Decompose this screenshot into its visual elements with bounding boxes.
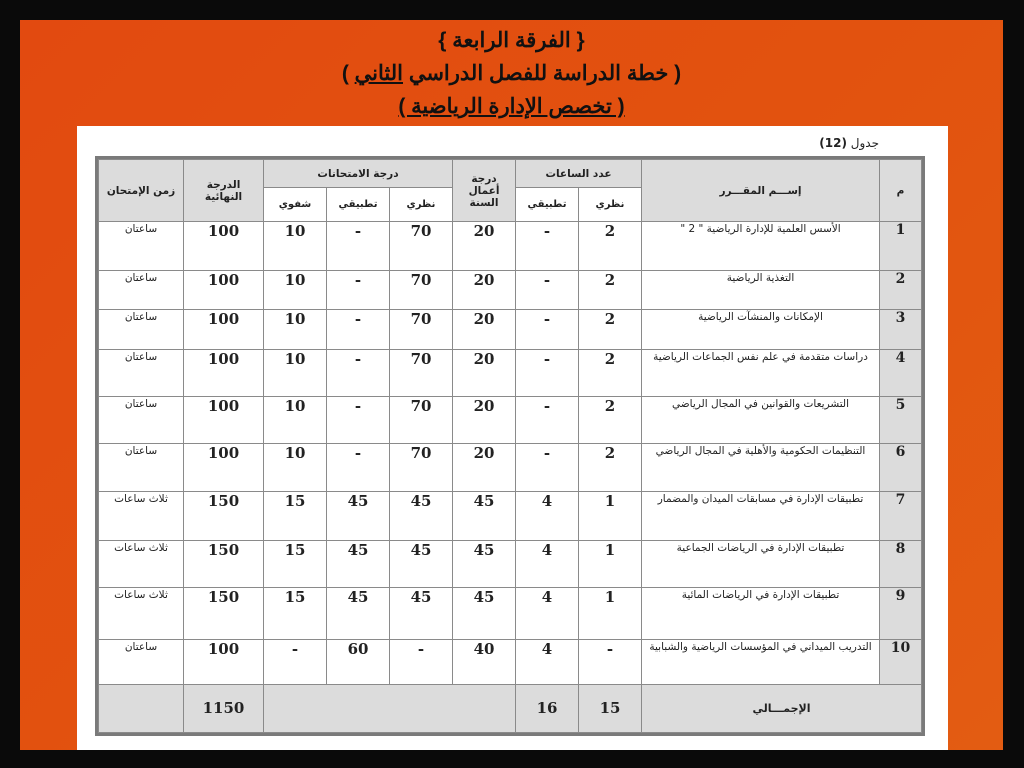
header-exam-theory: نظري — [390, 188, 453, 222]
table-row — [99, 222, 922, 271]
table-row — [99, 349, 922, 396]
row-exam-theory: 45 — [390, 491, 453, 540]
totals-final-grade: 1150 — [184, 685, 264, 733]
row-exam-oral: 10 — [264, 396, 327, 443]
row-hours-practical: 4 — [516, 639, 579, 684]
row-hours-theory: 2 — [579, 349, 642, 396]
slide-titles — [20, 24, 1003, 123]
row-year-work: 45 — [453, 540, 516, 587]
row-hours-theory: 1 — [579, 540, 642, 587]
totals-row — [99, 685, 922, 733]
table-row — [99, 271, 922, 310]
totals-blank — [264, 685, 516, 733]
row-year-work: 20 — [453, 444, 516, 491]
row-hours-practical: - — [516, 271, 579, 310]
row-course-name: التنظيمات الحكومية والأهلية في المجال الرياضي — [642, 444, 880, 491]
row-year-work: 45 — [453, 491, 516, 540]
row-exam-practical: - — [327, 444, 390, 491]
totals-exam-time-blank — [99, 685, 184, 733]
table-caption-number: (12) — [819, 136, 847, 150]
row-exam-practical: 45 — [327, 540, 390, 587]
header-exam-oral: شفوي — [264, 188, 327, 222]
row-year-work: 20 — [453, 396, 516, 443]
row-final-grade: 100 — [184, 639, 264, 684]
row-exam-oral: 10 — [264, 349, 327, 396]
row-exam-time: ساعتان — [99, 444, 184, 491]
row-exam-theory: 70 — [390, 349, 453, 396]
row-exam-theory: 70 — [390, 396, 453, 443]
row-exam-oral: 15 — [264, 588, 327, 639]
row-index: 3 — [880, 310, 922, 349]
row-course-name: دراسات متقدمة في علم نفس الجماعات الرياضية — [642, 349, 880, 396]
title-specialization: ( تخصص الإدارة الرياضية ) — [398, 95, 625, 118]
row-hours-theory: 2 — [579, 271, 642, 310]
row-exam-time: ساعتان — [99, 271, 184, 310]
row-final-grade: 150 — [184, 540, 264, 587]
row-exam-oral: - — [264, 639, 327, 684]
title-plan-semester: الثاني — [354, 62, 403, 85]
row-hours-practical: - — [516, 222, 579, 271]
table-row — [99, 588, 922, 639]
row-exam-time: ساعتان — [99, 639, 184, 684]
row-exam-practical: - — [327, 396, 390, 443]
row-hours-theory: 2 — [579, 222, 642, 271]
row-hours-practical: - — [516, 444, 579, 491]
row-exam-practical: 45 — [327, 491, 390, 540]
table-row — [99, 540, 922, 587]
row-course-name: تطبيقات الإدارة في الرياضات الجماعية — [642, 540, 880, 587]
row-exam-theory: 70 — [390, 222, 453, 271]
row-year-work: 40 — [453, 639, 516, 684]
row-index: 5 — [880, 396, 922, 443]
row-index: 4 — [880, 349, 922, 396]
header-exam-practical: تطبيقي — [327, 188, 390, 222]
row-year-work: 20 — [453, 310, 516, 349]
row-final-grade: 100 — [184, 396, 264, 443]
row-exam-oral: 15 — [264, 491, 327, 540]
row-index: 10 — [880, 639, 922, 684]
row-index: 6 — [880, 444, 922, 491]
row-exam-theory: 70 — [390, 271, 453, 310]
study-plan-table-frame — [95, 156, 925, 736]
row-exam-time: ساعتان — [99, 396, 184, 443]
table-row — [99, 396, 922, 443]
row-exam-theory: 70 — [390, 444, 453, 491]
row-exam-practical: 60 — [327, 639, 390, 684]
row-exam-practical: - — [327, 310, 390, 349]
row-exam-oral: 10 — [264, 271, 327, 310]
row-exam-theory: 45 — [390, 588, 453, 639]
row-exam-theory: 45 — [390, 540, 453, 587]
row-course-name: التشريعات والقوانين في المجال الرياضي — [642, 396, 880, 443]
row-exam-practical: - — [327, 349, 390, 396]
totals-label: الإجمـــالي — [642, 685, 922, 733]
header-hours: عدد الساعات — [516, 160, 642, 188]
row-hours-theory: - — [579, 639, 642, 684]
title-plan-close: ) — [341, 62, 355, 85]
table-row — [99, 444, 922, 491]
header-course: إســـم المقـــرر — [642, 160, 880, 222]
row-year-work: 45 — [453, 588, 516, 639]
row-course-name: الإمكانات والمنشآت الرياضية — [642, 310, 880, 349]
row-hours-theory: 1 — [579, 588, 642, 639]
row-exam-time: ساعتان — [99, 310, 184, 349]
header-hours-practical: تطبيقي — [516, 188, 579, 222]
header-index: م — [880, 160, 922, 222]
row-hours-theory: 1 — [579, 491, 642, 540]
row-hours-practical: - — [516, 396, 579, 443]
row-final-grade: 100 — [184, 271, 264, 310]
row-exam-oral: 15 — [264, 540, 327, 587]
row-exam-theory: 70 — [390, 310, 453, 349]
row-index: 9 — [880, 588, 922, 639]
header-exams: درجة الامتحانات — [264, 160, 453, 188]
table-row — [99, 639, 922, 684]
row-year-work: 20 — [453, 271, 516, 310]
totals-hours-theory: 15 — [579, 685, 642, 733]
row-final-grade: 100 — [184, 444, 264, 491]
row-index: 7 — [880, 491, 922, 540]
row-year-work: 20 — [453, 222, 516, 271]
row-exam-practical: - — [327, 222, 390, 271]
row-index: 8 — [880, 540, 922, 587]
row-final-grade: 100 — [184, 349, 264, 396]
row-exam-practical: - — [327, 271, 390, 310]
row-hours-theory: 2 — [579, 444, 642, 491]
row-hours-practical: 4 — [516, 588, 579, 639]
row-index: 1 — [880, 222, 922, 271]
row-exam-oral: 10 — [264, 444, 327, 491]
row-hours-practical: 4 — [516, 540, 579, 587]
table-caption-prefix: جدول — [850, 136, 879, 150]
header-final-grade: الدرجة النهائية — [184, 160, 264, 222]
row-exam-time: ساعتان — [99, 222, 184, 271]
row-hours-practical: 4 — [516, 491, 579, 540]
row-course-name: التغذية الرياضية — [642, 271, 880, 310]
row-exam-practical: 45 — [327, 588, 390, 639]
title-year: { الفرقة الرابعة } — [438, 29, 585, 52]
row-hours-practical: - — [516, 310, 579, 349]
row-final-grade: 150 — [184, 491, 264, 540]
row-final-grade: 100 — [184, 310, 264, 349]
row-exam-time: ثلاث ساعات — [99, 491, 184, 540]
row-exam-oral: 10 — [264, 310, 327, 349]
header-hours-theory: نظري — [579, 188, 642, 222]
row-exam-oral: 10 — [264, 222, 327, 271]
row-year-work: 20 — [453, 349, 516, 396]
study-plan-table — [98, 159, 922, 733]
row-course-name: تطبيقات الإدارة في مسابقات الميدان والمضمار — [642, 491, 880, 540]
row-course-name: التدريب الميداني في المؤسسات الرياضية والشبابية — [642, 639, 880, 684]
table-row — [99, 310, 922, 349]
row-exam-time: ثلاث ساعات — [99, 588, 184, 639]
row-hours-practical: - — [516, 349, 579, 396]
header-exam-time: زمن الإمتحان — [99, 160, 184, 222]
header-year-work: درجة أعمال السنة — [453, 160, 516, 222]
row-final-grade: 100 — [184, 222, 264, 271]
title-plan-text: ( خطة الدراسة للفصل الدراسي — [403, 62, 682, 85]
row-exam-time: ثلاث ساعات — [99, 540, 184, 587]
row-course-name: الأسس العلمية للإدارة الرياضية " 2 " — [642, 222, 880, 271]
row-exam-theory: - — [390, 639, 453, 684]
document-page — [77, 126, 948, 750]
row-exam-time: ساعتان — [99, 349, 184, 396]
totals-hours-practical: 16 — [516, 685, 579, 733]
title-plan — [20, 57, 1003, 90]
row-final-grade: 150 — [184, 588, 264, 639]
slide — [20, 20, 1003, 750]
table-row — [99, 491, 922, 540]
table-caption — [819, 136, 879, 150]
row-hours-theory: 2 — [579, 396, 642, 443]
row-course-name: تطبيقات الإدارة في الرياضات المائية — [642, 588, 880, 639]
row-hours-theory: 2 — [579, 310, 642, 349]
row-index: 2 — [880, 271, 922, 310]
